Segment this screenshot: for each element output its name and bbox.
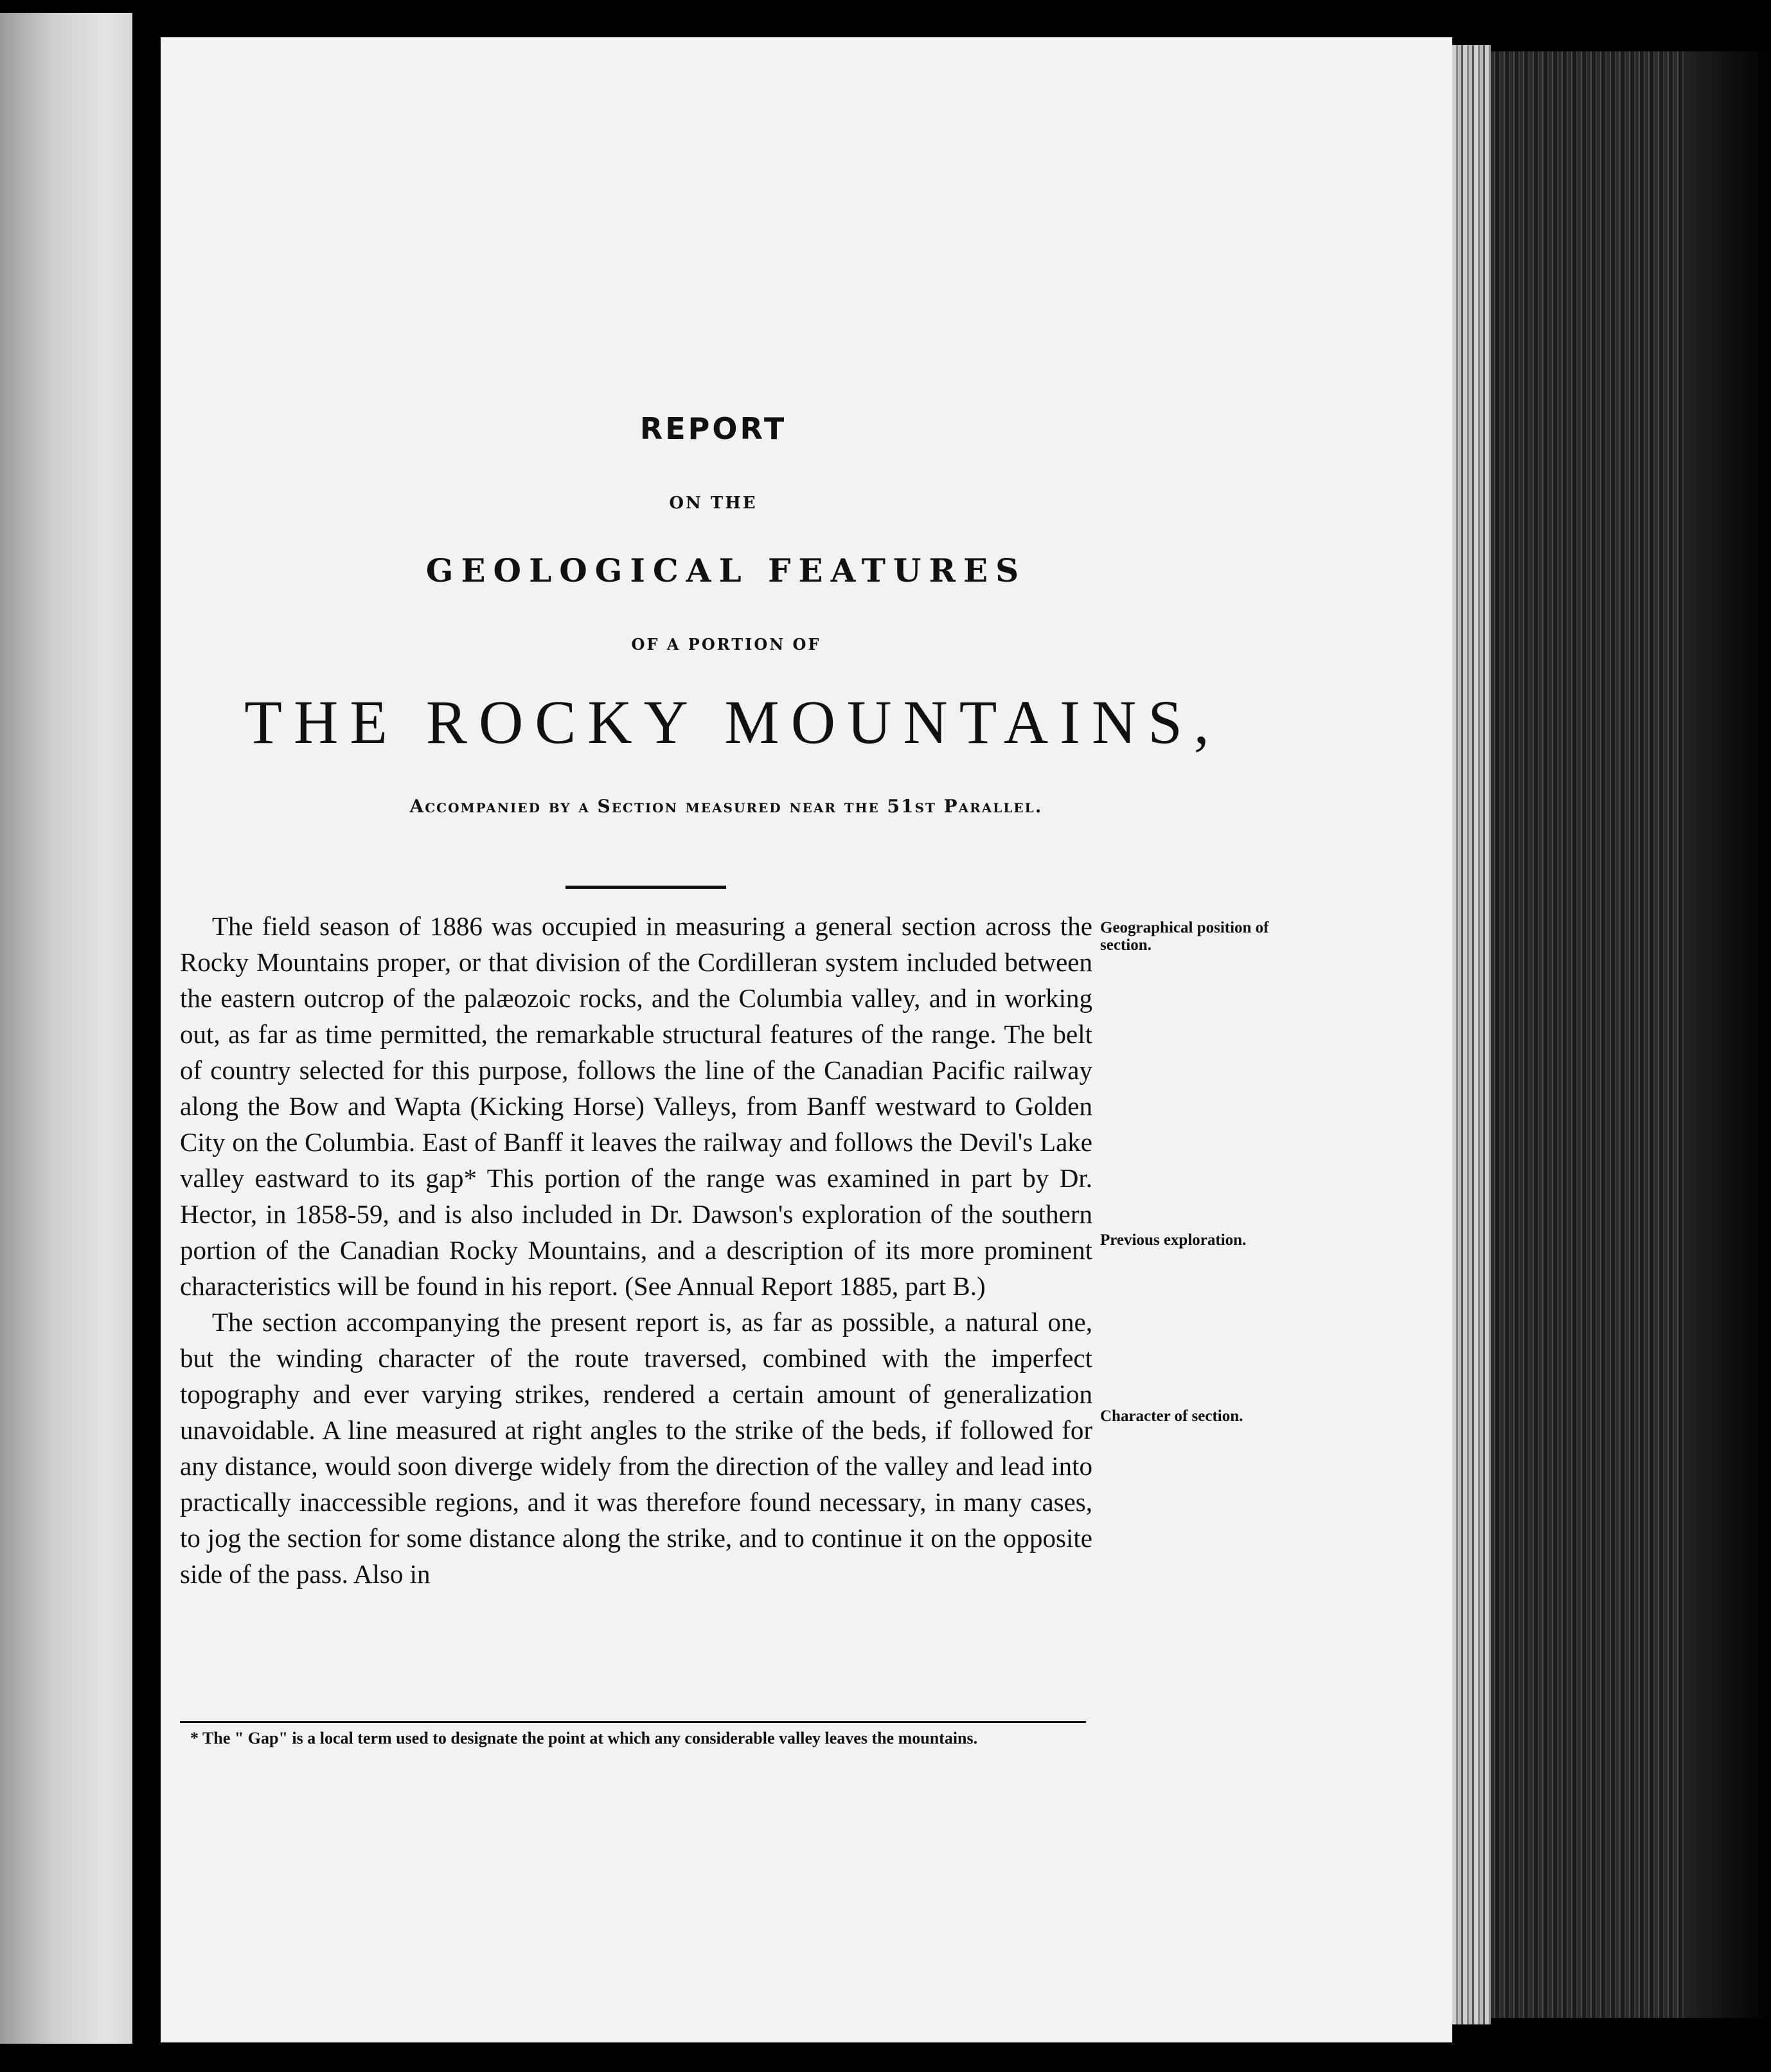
margin-note-geographical: Geographical position of section.: [1100, 919, 1269, 954]
title-of-a-portion-of: OF A PORTION OF: [631, 635, 821, 654]
footnote: * The " Gap" is a local term used to designate the point at which any considerable valley leaves the mountains.: [190, 1729, 978, 1747]
book-gutter: [132, 0, 161, 2072]
footnote-divider: [180, 1721, 1086, 1723]
body-text: [180, 908, 1092, 1592]
page-stack-edge: [1452, 45, 1491, 2024]
margin-note-previous: Previous exploration.: [1100, 1231, 1247, 1249]
title-rocky-mountains: THE ROCKY MOUNTAINS,: [244, 688, 1221, 756]
subtitle-accompanied: Accompanied by a Section measured near the 51st Parallel.: [409, 796, 1043, 817]
book-fore-edge: [1491, 51, 1684, 2018]
title-divider: [565, 886, 726, 889]
paragraph-field-season: The field season of 1886 was occupied in measuring a general section across the Rocky Mountains proper, or that division of the Cordilleran system included between the eastern outcrop of the palæozoic rocks, and the Columbia valley, and in working out, as far as time permitted, the remarkable structural features of the range. The belt of country selected for this purpose, follows the line of the Canadian Pacific railway along the Bow and Wapta (Kicking Horse) Valleys, from Banff westward to Golden City on the Columbia. East of Banff it leaves the railway and follows the Devil's Lake valley eastward to its gap* This portion of the range was examined in part by Dr. Hector, in 1858-59, and is also included in Dr. Dawson's exploration of the southern portion of the Canadian Rocky Mountains, and a description of its more prominent characteristics will be found in his report. (See Annual Report 1885, part B.): [180, 911, 1092, 1301]
title-on-the: ON THE: [669, 494, 758, 513]
margin-note-character: Character of section.: [1100, 1407, 1243, 1425]
title-report: REPORT: [639, 411, 787, 446]
document-page: [161, 37, 1452, 2042]
paragraph-section-accompanying: The section accompanying the present report is, as far as possible, a natural one, but the winding character of the route traversed, combined with the imperfect topography and ever varying strikes, rendered a certain amount of generalization unavoidable. A line measured at right angles to the strike of the beds, if followed for any distance, would soon diverge widely from the direction of the valley and lead into practically inaccessible regions, and it was therefore found necessary, in many cases, to jog the section for some distance along the strike, and to continue it on the opposite side of the pass. Also in: [180, 1307, 1092, 1589]
previous-page-edge: [0, 13, 132, 2044]
book-shadow: [1684, 51, 1771, 2018]
title-geological-features: GEOLOGICAL FEATURES: [425, 551, 1027, 589]
